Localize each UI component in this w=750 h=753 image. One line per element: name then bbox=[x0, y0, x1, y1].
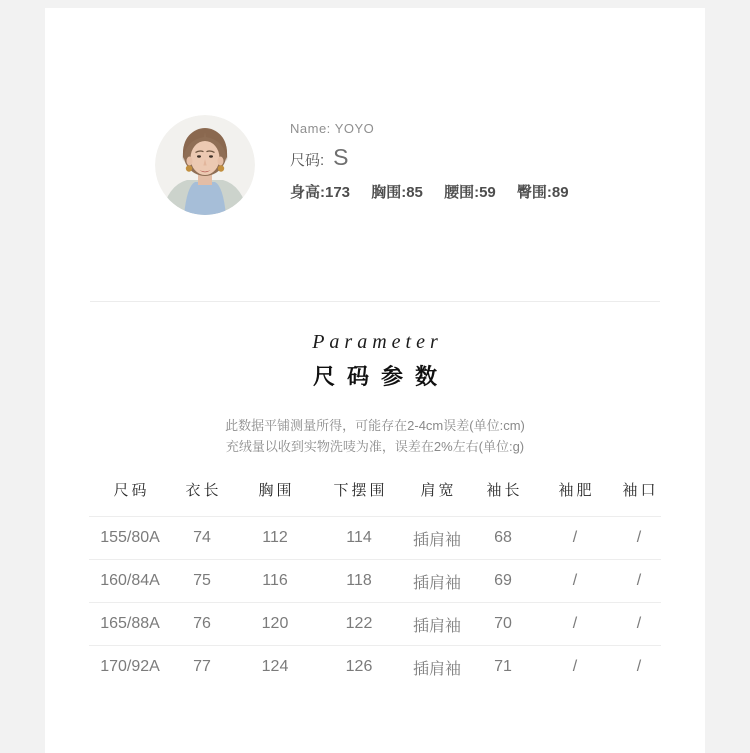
table-cell: 126 bbox=[317, 646, 401, 689]
table-cell: / bbox=[617, 560, 661, 603]
model-name-line bbox=[290, 121, 569, 136]
table-cell: 118 bbox=[317, 560, 401, 603]
model-info-section bbox=[155, 115, 705, 215]
table-cell: 74 bbox=[193, 529, 211, 546]
header-row bbox=[89, 473, 661, 517]
model-name-value: YOYO bbox=[334, 121, 375, 136]
parameter-title-en: Parameter bbox=[312, 331, 443, 353]
header-sleeve-width: 袖肥 bbox=[533, 473, 617, 517]
table-row bbox=[89, 560, 661, 603]
table-cell: / bbox=[617, 603, 661, 646]
table-cell: 68 bbox=[494, 529, 512, 546]
table-cell: 77 bbox=[171, 646, 233, 689]
table-cell: 69 bbox=[473, 560, 533, 603]
table-cell: 124 bbox=[233, 646, 317, 689]
model-name-label: Name: bbox=[290, 121, 331, 136]
model-size-line bbox=[290, 146, 569, 170]
model-details bbox=[290, 115, 569, 202]
header-cuff: 袖口 bbox=[617, 473, 661, 517]
table-row bbox=[89, 646, 661, 689]
model-avatar-illustration bbox=[155, 115, 255, 215]
model-measurements-line bbox=[290, 181, 569, 202]
table-cell: 165/88A bbox=[89, 603, 171, 646]
header-bust: 胸围 bbox=[233, 473, 317, 517]
table-cell: / bbox=[533, 603, 617, 646]
table-cell: 插肩袖 bbox=[412, 531, 461, 549]
table-cell: 160/84A bbox=[89, 560, 171, 603]
header-shoulder: 肩宽 bbox=[401, 473, 473, 517]
table-cell: 170/92A bbox=[89, 646, 171, 689]
table-cell: / bbox=[533, 646, 617, 689]
table-cell: 插肩袖 bbox=[401, 603, 473, 646]
content-card bbox=[45, 8, 705, 753]
table-cell: / bbox=[636, 529, 642, 546]
model-photo bbox=[155, 115, 255, 215]
size-table-body bbox=[89, 517, 661, 689]
table-cell: 155/80A bbox=[100, 529, 160, 546]
header-hem: 下摆围 bbox=[317, 473, 401, 517]
size-table-head bbox=[89, 473, 661, 517]
header-length: 衣长 bbox=[171, 473, 233, 517]
model-height: 身高:173 bbox=[290, 184, 351, 201]
section-divider bbox=[90, 301, 660, 302]
table-cell: 插肩袖 bbox=[401, 560, 473, 603]
table-cell: 114 bbox=[346, 529, 372, 546]
table-cell: 122 bbox=[317, 603, 401, 646]
model-hip: 臀围:89 bbox=[516, 184, 569, 201]
parameter-title-zh: 尺码参数 bbox=[312, 364, 449, 389]
table-cell: 120 bbox=[233, 603, 317, 646]
measurement-notes bbox=[45, 415, 705, 457]
table-cell: 71 bbox=[473, 646, 533, 689]
note-line-2: 充绒量以收到实物洗唛为准，误差在2%左右(单位:g) bbox=[225, 439, 525, 454]
table-row bbox=[89, 517, 661, 560]
table-cell: 75 bbox=[171, 560, 233, 603]
table-cell: 76 bbox=[171, 603, 233, 646]
size-table bbox=[89, 473, 661, 689]
model-size-value: S bbox=[333, 144, 349, 170]
table-cell: 插肩袖 bbox=[401, 646, 473, 689]
table-cell: / bbox=[572, 529, 578, 546]
note-line-1: 此数据平铺测量所得，可能存在2-4cm误差(单位:cm) bbox=[225, 418, 525, 433]
model-bust: 胸围:85 bbox=[371, 184, 423, 201]
table-cell: 116 bbox=[233, 560, 317, 603]
model-size-label: 尺码: bbox=[290, 152, 325, 169]
table-cell: / bbox=[533, 560, 617, 603]
table-cell: 70 bbox=[473, 603, 533, 646]
model-waist: 腰围:59 bbox=[444, 184, 496, 201]
header-size: 尺码 bbox=[89, 473, 171, 517]
table-cell: 112 bbox=[262, 529, 288, 546]
table-cell: / bbox=[617, 646, 661, 689]
header-sleeve-length: 袖长 bbox=[473, 473, 533, 517]
table-row bbox=[89, 603, 661, 646]
